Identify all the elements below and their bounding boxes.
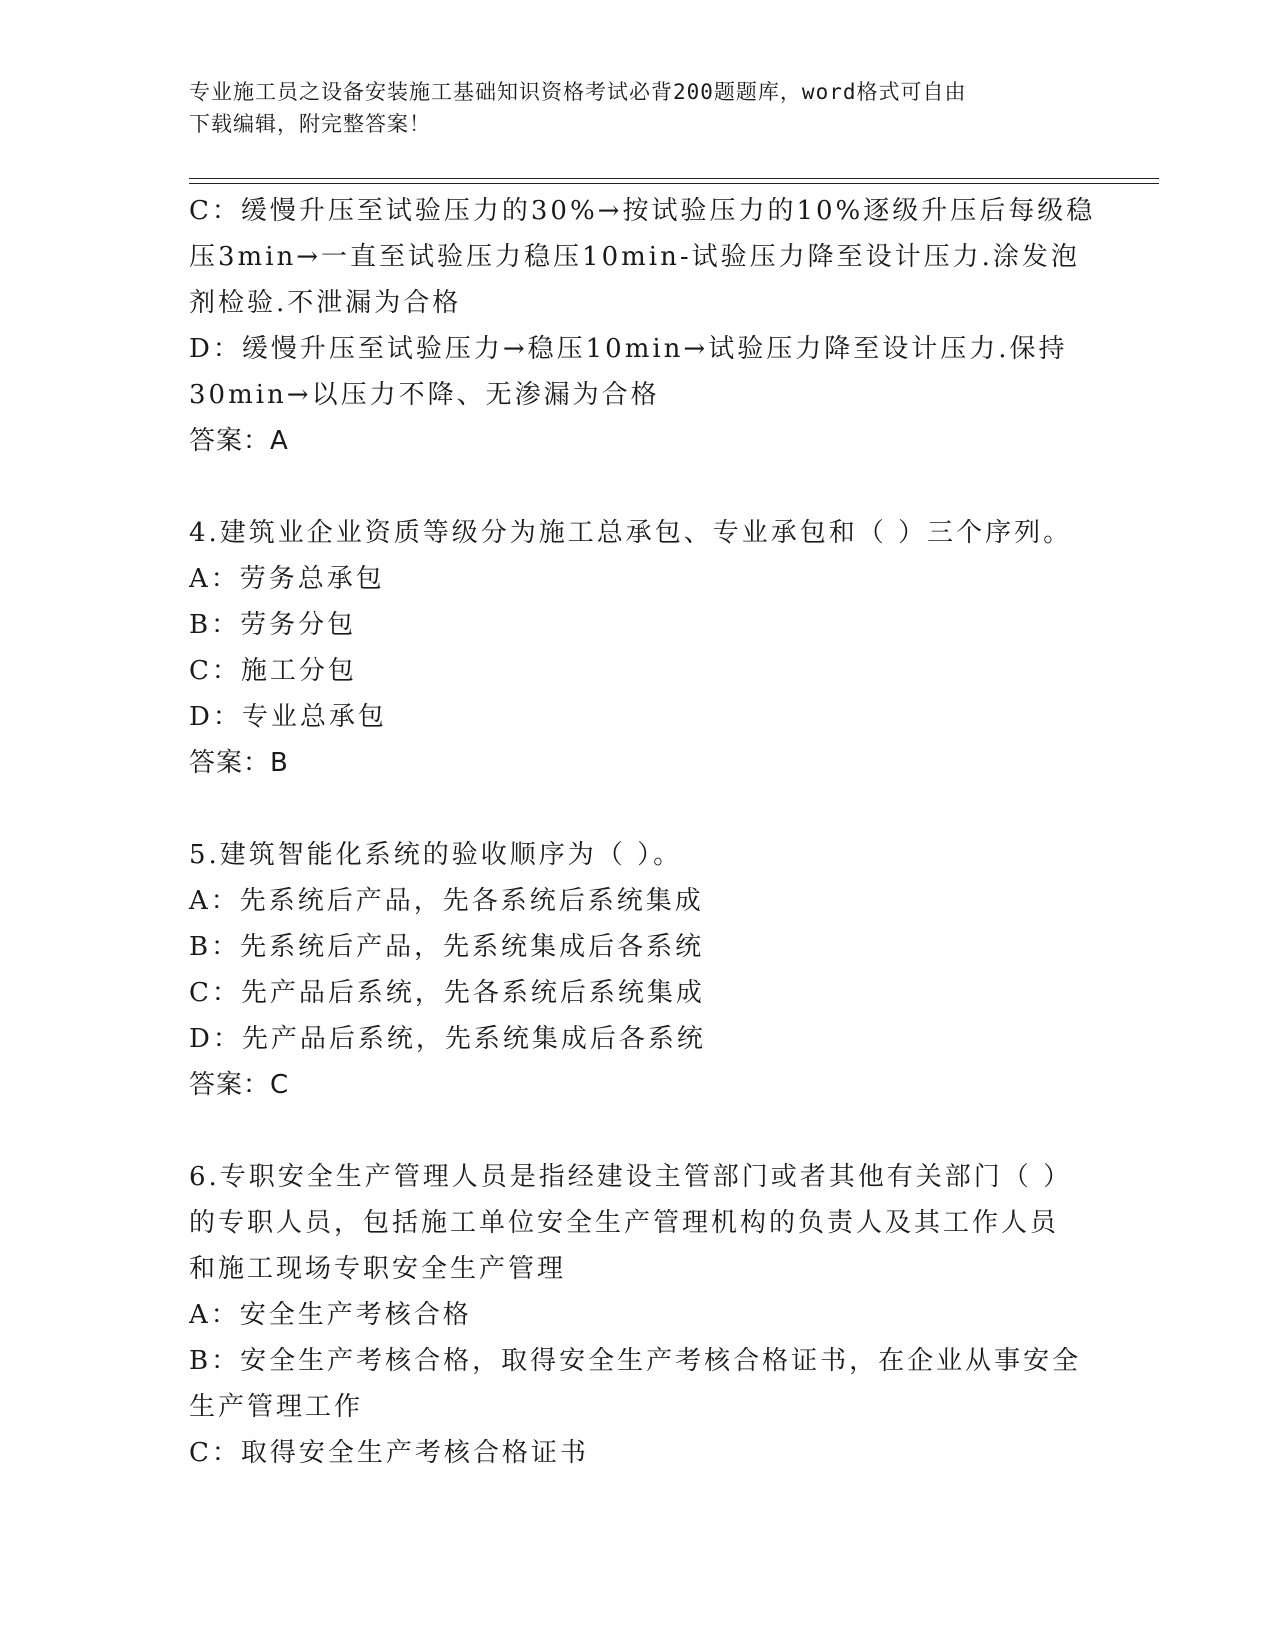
option-d-line: 30min→以压力不降、无渗漏为合格 [189, 380, 660, 410]
option-b: B：劳务分包 [189, 610, 357, 640]
question-stem: 5.建筑智能化系统的验收顺序为（ ）。 [189, 840, 683, 870]
header-line-2: 下载编辑，附完整答案！ [189, 112, 431, 136]
header-line-1: 专业施工员之设备安装施工基础知识资格考试必背200题题库，word格式可自由 [189, 80, 967, 104]
document-header [189, 76, 1069, 140]
header-divider-bottom [189, 183, 1159, 184]
question-3-tail [189, 188, 1096, 464]
option-b-line: B：安全生产考核合格，取得安全生产考核合格证书，在企业从事安全 [189, 1346, 1082, 1376]
question-content [189, 188, 1096, 1476]
option-c-line: C：缓慢升压至试验压力的30%→按试验压力的10%逐级升压后每级稳 [189, 196, 1096, 226]
question-stem-line: 和施工现场专职安全生产管理 [189, 1254, 567, 1284]
option-c-line: 压3min→一直至试验压力稳压10min-试验压力降至设计压力.涂发泡 [189, 242, 1080, 272]
option-a: A：安全生产考核合格 [189, 1300, 472, 1330]
option-b: B：先系统后产品，先系统集成后各系统 [189, 932, 705, 962]
answer-line: 答案：C [189, 1070, 290, 1100]
option-b-line: 生产管理工作 [189, 1392, 364, 1422]
option-d: D：专业总承包 [189, 702, 387, 732]
option-c: C：施工分包 [189, 656, 357, 686]
question-stem-line: 6.专职安全生产管理人员是指经建设主管部门或者其他有关部门（ ） [189, 1162, 1073, 1192]
spacer [189, 464, 1089, 510]
question-stem-line: 的专职人员，包括施工单位安全生产管理机构的负责人及其工作人员 [189, 1208, 1060, 1238]
header-divider-top [189, 178, 1159, 179]
answer-line: 答案：A [189, 426, 289, 456]
option-a: A：劳务总承包 [189, 564, 385, 594]
option-c-line: 剂检验.不泄漏为合格 [189, 288, 462, 318]
spacer [189, 786, 1089, 832]
spacer [189, 1108, 1089, 1154]
question-5 [189, 832, 1089, 1108]
answer-line: 答案：B [189, 748, 289, 778]
option-c: C：取得安全生产考核合格证书 [189, 1438, 589, 1468]
question-4 [189, 510, 1089, 786]
option-c: C：先产品后系统，先各系统后系统集成 [189, 978, 705, 1008]
option-d-line: D：缓慢升压至试验压力→稳压10min→试验压力降至设计压力.保持 [189, 334, 1068, 364]
question-6 [189, 1154, 1089, 1476]
option-a: A：先系统后产品，先各系统后系统集成 [189, 886, 704, 916]
option-d: D：先产品后系统，先系统集成后各系统 [189, 1024, 706, 1054]
question-stem: 4.建筑业企业资质等级分为施工总承包、专业承包和（ ）三个序列。 [189, 518, 1073, 548]
